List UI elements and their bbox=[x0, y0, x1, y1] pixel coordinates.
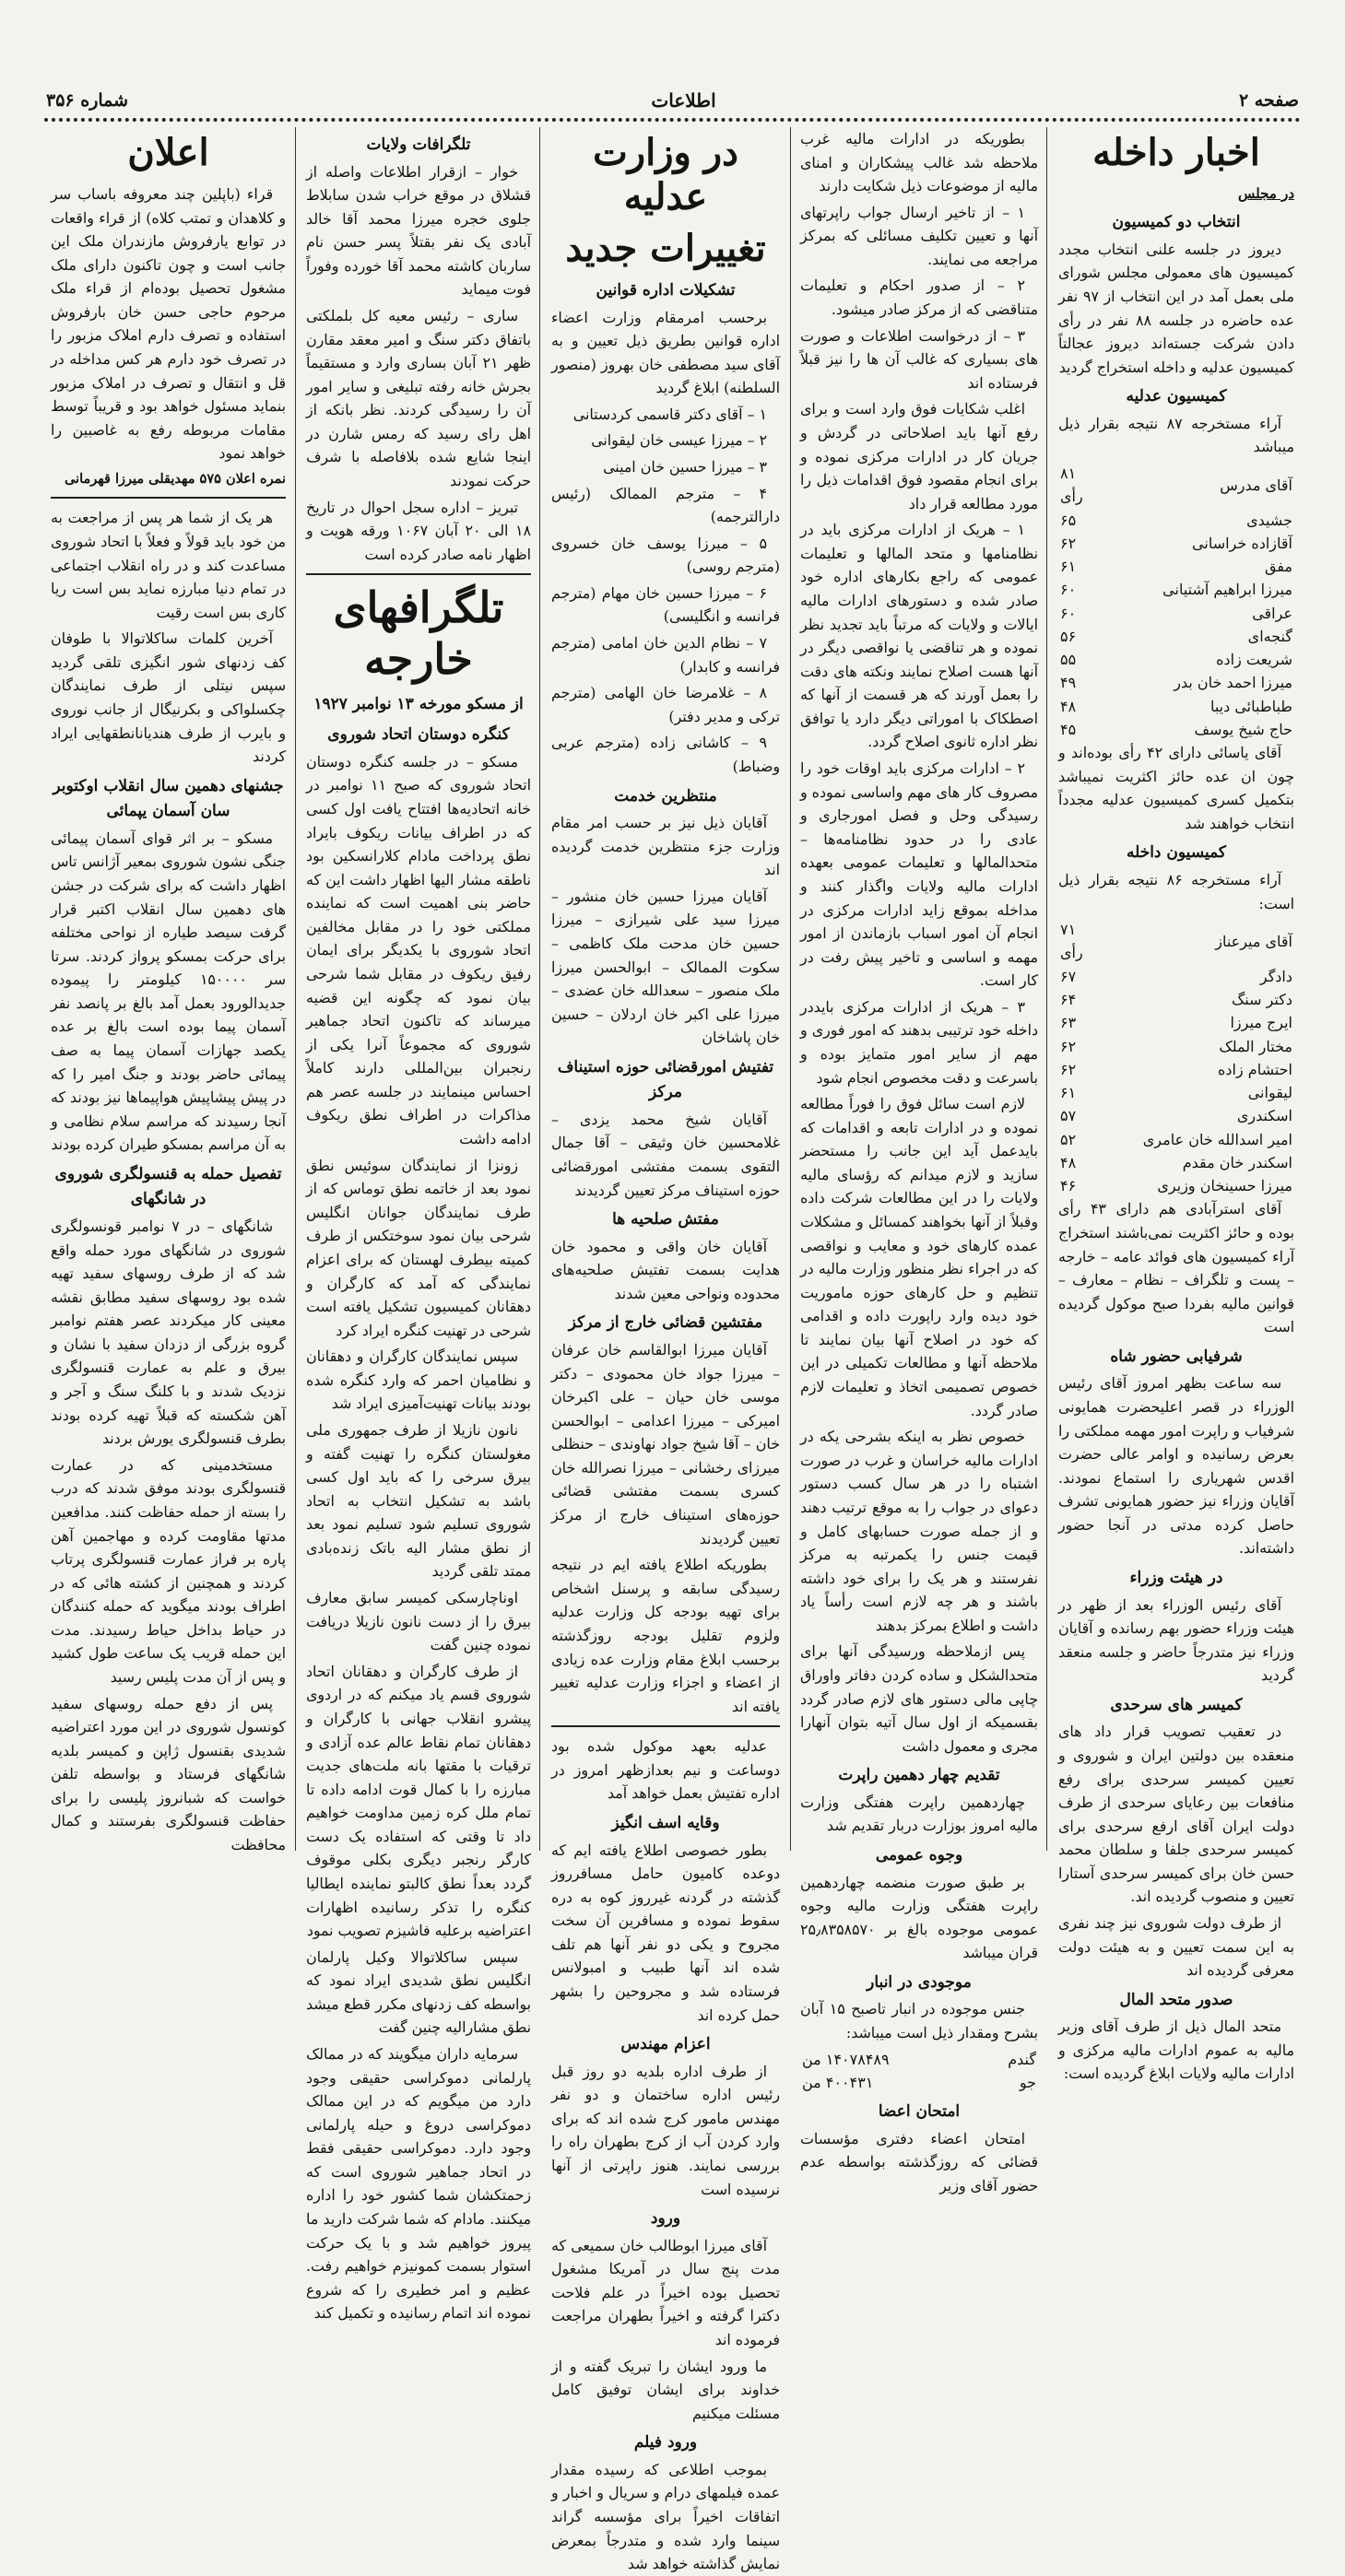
table-row bbox=[1058, 695, 1294, 718]
table-row bbox=[800, 2048, 1038, 2071]
subheading: اعزام مهندس bbox=[620, 2035, 711, 2054]
vote-count: ۴۶ bbox=[1060, 1177, 1077, 1195]
subheading: ورود bbox=[650, 2209, 681, 2229]
vote-name: شریعت زاده bbox=[1216, 651, 1292, 669]
paragraph: آقایان خان واقی و محمود خان هدایت بسمت تفتیش صلحیه‌های محدوده ونواحی معین شدند bbox=[551, 1237, 780, 1302]
paragraph: آراء مستخرجه ۸۶ نتیجه بقرار ذیل است: bbox=[1058, 871, 1294, 912]
paragraph: آقای رئیس الوزراء بعد از ظهر در هیئت وزراء حضور بهم رسانده و آقایان وزراء نیز متدرجاً حاضر و جلسه منعقد گردید bbox=[1058, 1595, 1294, 1685]
table-row bbox=[1058, 532, 1294, 555]
newspaper-name: اطلاعات bbox=[651, 89, 716, 112]
paragraph: آراء مستخرجه ۸۷ نتیجه بقرار ذیل میباشد bbox=[1058, 414, 1294, 456]
paragraph: چهاردهمین راپرت هفتگی وزارت مالیه امروز بوزارت دربار تقدیم شد bbox=[800, 1793, 1038, 1835]
section-rule bbox=[51, 497, 286, 499]
paragraph: آقای میرزا ابوطالب خان سمیعی که مدت پنج سال در آمریکا مشغول تحصیل بوده اخیراً در علم فلاحت دکترا گرفته و اخیراً بطهران مراجعت فرموده اند bbox=[551, 2236, 780, 2348]
subheading: مفتش صلحیه ها bbox=[612, 1210, 719, 1229]
list-item: ۳ – از درخواست اطلاعات و صورت های بسیاری که غالب آن ها را نیز قبلاً فرستاده اند bbox=[800, 326, 1038, 392]
list-item: ۱ – از تاخیر ارسال جواب راپرتهای آنها و تعیین تکلیف مسائلی که بمرکز مراجعه می نمایند. bbox=[800, 203, 1038, 268]
subheading: از مسکو مورخه ۱۳ نوامبر ۱۹۲۷ bbox=[313, 694, 524, 713]
stock-item: گندم bbox=[1008, 2050, 1036, 2068]
paragraph: عدلیه بعهد موکول شده بود دوساعت و نیم بعدازظهر امروز در اداره تفتیش بعمل خواهد آمد bbox=[551, 1737, 780, 1803]
vote-name: آقازاده خراسانی bbox=[1192, 534, 1292, 552]
paragraph: پس از دفع حمله روسهای سفید کونسول شوروی در این مورد اعتراضیه شدیدی بقنسول ژاپن و کمیسر بلدیه شانگهای فرستاد و بواسطه تلفن خواست که شبانروز پلیسی را برای حفاظت قنسولگری بفرستند و کمال محافظت bbox=[51, 1694, 286, 1854]
vote-count: ۶۴ bbox=[1060, 990, 1077, 1008]
subheading: تشکیلات اداره قوانین bbox=[596, 281, 736, 300]
paragraph: خصوص نظر به اینکه بشرحی یکه در ادارات مالیه خراسان و غرب در صورت اشتباه را در هر سال کسب دستور دعوای در جواب را به موقع ترتیب دهند و از جمله صورت حسابهای کامل و قیمت جنس را یکمرتبه به مرکز نفرستند و هر یک را برای خود داشته باشند و هر چه لازم است رأساً یاد داشت و اطلاع بمرکز بدهند bbox=[800, 1428, 1038, 1634]
page-number: صفحه ۲ bbox=[1238, 90, 1299, 111]
table-row bbox=[1058, 578, 1294, 601]
paragraph: برحسب امرمقام وزارت اعضاء اداره قوانین بطریق ذیل تعیین و به آقای سید مصطفی خان بهروز (منصور السلطنه) ابلاغ گردید bbox=[551, 308, 780, 397]
vote-name: آقای میرعناز bbox=[1215, 932, 1292, 950]
table-row bbox=[1058, 648, 1294, 671]
paragraph: از طرف اداره بلدیه دو روز قبل رئیس اداره ساختمان و دو نفر مهندس مامور کرج شده اند که برای وارد کردن آب از کرج بطهران راه را بررسی نمایند. هنوز راپرتی از آنها نرسیده است bbox=[551, 2062, 780, 2198]
vote-count: ۴۸ bbox=[1060, 1153, 1077, 1171]
masthead bbox=[46, 85, 1299, 116]
table-row bbox=[1058, 602, 1294, 625]
paragraph: جنس موجوده در انبار تاصبح ۱۵ آبان بشرح ومقدار ذیل است میباشد: bbox=[800, 2000, 1038, 2041]
subheading: صدور متحد المال bbox=[1119, 1990, 1233, 2009]
vote-count: ۶۳ bbox=[1060, 1014, 1077, 1032]
interior-votes-table bbox=[1058, 918, 1294, 1197]
ad-signature: نمره اعلان ۵۷۵ مهدیقلی میرزا قهرمانی bbox=[64, 470, 286, 487]
table-row bbox=[1058, 509, 1294, 532]
table-row bbox=[1058, 718, 1294, 741]
column-divider bbox=[295, 127, 296, 1851]
column-finance-circular bbox=[800, 127, 1038, 2194]
subheading: در هیئت وزراء bbox=[1129, 1568, 1223, 1587]
vote-count: ۵۲ bbox=[1060, 1130, 1077, 1148]
paragraph: بطوریکه در ادارات مالیه غرب ملاحظه شد غالب پیشکاران و امنای مالیه از موضوعات ذیل شکایت دارند bbox=[800, 130, 1038, 195]
masthead-dotted-rule bbox=[44, 118, 1301, 122]
subheading: وقایه اسف انگیز bbox=[611, 1813, 720, 1832]
vote-name: مختار الملک bbox=[1219, 1037, 1292, 1055]
paragraph: از طرف دولت شوروی نیز چند نفری به این سمت تعیین و به هیئت دولت معرفی گردیده اند bbox=[1058, 1913, 1294, 1980]
vote-name: جشیدی bbox=[1246, 511, 1292, 529]
section-rule bbox=[306, 573, 531, 575]
table-row bbox=[1058, 625, 1294, 648]
paragraph: مسکو – در جلسه کنگره دوستان اتحاد شوروی که صبح ۱۱ نوامبر در خانه اتحادیه‌ها افتتاح یافت اول کسی که در اطراف بیانات ریکوف بایراد نطق پرداخت مادام کلارانسکین بود ناطقه مشار الیها اظهار داشت این که حاضر بنی اهمیت است که نماینده مملکتی خود را در مقابل مخالفین اتحاد شوروی با یکدیگر برای ایمان رفیق ریکوف در مقابل شما شرحی بیان نمود که چگونه این قضیه میرساند که تاکنون اتحاد جماهیر شوروی که مجموعاً آنرا یکی از رنجبران بین‌المللی دارند کاملاً احساس مینمایند در جلسه عصر هم مذاکرات در اطراف نطق ریکوف ادامه داشت bbox=[306, 752, 531, 1148]
vote-name: عراقی bbox=[1252, 604, 1292, 622]
paragraph: ۳ – هریک از ادارات مرکزی بایددر داخله خود ترتیبی بدهند که امور فوری و مهم از سایر امور متمایز بوده و باسرعت و دقت مخصوص انجام شود bbox=[800, 997, 1038, 1087]
vote-count: ۶۲ bbox=[1060, 1060, 1077, 1078]
list-item: ۳ – میرزا حسین خان امینی bbox=[603, 458, 767, 476]
justice-votes-table bbox=[1058, 462, 1294, 741]
paragraph: آقایان میرزا ابوالقاسم خان عرفان – میرزا جواد خان محمودی – دکتر موسی خان حیان – علی اکبرخان امیرکی – میرزا اعدامی – ابوالحسن خان – آقا شیخ جواد نهاوندی – حنظلی میرزای رخشانی – میرزا نصرالله خان کسری بسمت مفتشی قضائی حوزه‌های استیناف خارج از مرکز تعیین گردیدند bbox=[551, 1341, 780, 1547]
column-divider bbox=[1046, 127, 1047, 1851]
vote-count: ۶۱ bbox=[1060, 1084, 1077, 1102]
headline-domestic-news: اخبار داخله bbox=[1092, 131, 1260, 174]
paragraph: سرمایه داران میگویند که در ممالک پارلمانی دموکراسی حقیقی وجود دارد من میگویم که در این ممالک دموکراسی دروغ و حیله پارلمانی وجود دارد. دموکراسی حقیقی فقط در اتحاد جماهیر شوروی است که زحمتکشان شما کشور خود را اداره میکنند. مادام که شما شرکت دارید ما پیروز خواهیم شد و با یک حرکت استوار بسمت کمونیزم خواهیم رفت. عظیم و امر خطیری را که شروع نموده اند اتمام رسانیده و تکمیل کند bbox=[306, 2045, 531, 2323]
paragraph: آخرین کلمات ساکلاتوالا با طوفان کف زدنهای شور انگیزی تلقی گردید سپس نیتلی از طرف نمایندگان چکسلواکی و بکرنیگال از جانب نوروی و بایرب از طرف هندیانانطقهایی ایراد کردند bbox=[51, 629, 286, 766]
section-tag: در مجلس bbox=[1238, 185, 1294, 202]
column-justice-ministry bbox=[551, 127, 780, 2573]
column-divider bbox=[790, 127, 791, 1851]
paragraph: بطوریکه اطلاع یافته ایم در نتیجه رسیدگی سابقه و پرسنل اشخاص برای تهیه بودجه کل وزارت عدلیه ولزوم تقلیل بودجه روزگذشته برحسب ابلاغ مقام وزارت عده زیادی از اعضاء و اجزاء وزارت عدلیه تغییر یافته اند bbox=[551, 1556, 780, 1715]
table-row bbox=[1058, 671, 1294, 694]
vote-count: ۷۱ رأی bbox=[1060, 921, 1083, 962]
paragraph: اغلب شکایات فوق وارد است و برای رفع آنها باید اصلاحاتی در گردش و جریان کار در ادارات مرکزی نموده و برای انجام مقصود فوق اقدامات ذیل را مورد مطالعه قرار داد bbox=[800, 400, 1038, 512]
vote-count: ۶۰ bbox=[1060, 604, 1077, 622]
vote-count: ۸۱ رأی bbox=[1060, 464, 1083, 506]
table-row bbox=[800, 2071, 1038, 2094]
paragraph: زونزا از نمایندگان سوئیس نطق نمود بعد از خاتمه نطق توماس که از طرف نمایندگان جوانان انگلیس شرحی بیان نمود سوختکس از طرف کمیته بیطرف لهستان که برای اعزام نمایندگی که آمد که کارگران و دهقانان کمیسیون تشکیل یافته است شرحی در تهنیت کنگره ایراد کرد bbox=[306, 1156, 531, 1339]
vote-name: اسکندری bbox=[1236, 1107, 1292, 1125]
list-item: ۸ – غلامرضا خان الهامی (مترجم ترکی و مدیر دفتر) bbox=[551, 684, 780, 725]
column-announcement bbox=[51, 127, 286, 1854]
paragraph: متحد المال ذیل از طرف آقای وزیر مالیه به عموم ادارات مالیه مرکزی و ادارات مالیه ولایات ابلاغ گردیده است: bbox=[1058, 2017, 1294, 2083]
vote-count: ۶۲ bbox=[1060, 534, 1077, 552]
paragraph: آقای استرآبادی هم دارای ۴۳ رأی بوده و حائز اکثریت نمی‌باشند استخراج آراء کمیسیون های فوائد عامه – خارجه – پست و تلگراف – نظام – معارف – قوانین مالیه بفردا صبح موکول گردیده است bbox=[1058, 1200, 1294, 1336]
headline-foreign-telegrams: تلگرافهای خارجه bbox=[333, 582, 504, 684]
paragraph: بر طبق صورت منضمه چهاردهمین راپرت هفتگی وزارت مالیه وجوه عمومی موجوده بالغ بر ۲۵٫۸۳۵۸۵۷۰ قران میباشد bbox=[800, 1873, 1038, 1962]
stock-amount: ۴۰۰۴۳۱ من bbox=[802, 2073, 874, 2091]
vote-name: احتشام زاده bbox=[1218, 1060, 1292, 1078]
table-row bbox=[1058, 462, 1294, 509]
paragraph: تبریز – اداره سجل احوال در تاریخ ۱۸ الی ۲۰ آبان ۱۰۶۷ ورقه هویت و اظهار نامه صادر کرده است bbox=[306, 498, 532, 563]
table-row bbox=[1058, 965, 1294, 988]
subheading: تلگرافات ولایات bbox=[366, 135, 471, 154]
vote-count: ۵۷ bbox=[1060, 1107, 1077, 1125]
vote-name: میرزا احمد خان بدر bbox=[1174, 674, 1292, 692]
vote-name: گنجه‌ای bbox=[1247, 627, 1292, 645]
subheading: جشنهای دهمین سال انقلاب اوکتوبر سان آسمان یپمائی bbox=[53, 776, 284, 821]
table-row bbox=[1058, 988, 1294, 1011]
vote-name: دادگر bbox=[1259, 967, 1292, 985]
subheading: ورود فیلم bbox=[633, 2433, 698, 2452]
vote-count: ۴۹ bbox=[1060, 674, 1077, 692]
table-row bbox=[1058, 1174, 1294, 1197]
table-row bbox=[1058, 1081, 1294, 1104]
vote-count: ۶۰ bbox=[1060, 581, 1077, 599]
paragraph: لازم است سائل فوق را فوراً مطالعه نموده و در ادارات تابعه و اقدامات که بایدعمل آید این جانب را مستحضر سازید و لازم میدانم که رؤسای مالیه ولایات را در این مطالعات شرکت داده وقبلاً از آنها بخواهند کمسائل و مشکلات عمده کارهای خود و معایب و نواقصی که در اجراء نظر منظور وزارت مالیه در تنظیم و حل کارهای حوزه ماموریت خود دیده وارد راپورت داده و اقدامی که خود در اصلاح آنها بیان نمایند تا ملاحظه آنها و مطالعات تکمیلی در این خصوص تصمیمی اتخاذ و تعلیمات لازم صادر گردد. bbox=[800, 1095, 1038, 1419]
vote-name: دکتر سنگ bbox=[1231, 990, 1292, 1008]
paragraph: آقایان میرزا حسین خان منشور – میرزا سید علی شیرازی – میرزا حسین خان مدحت ملک کاظمی – سکوت الممالک – ابوالحسن میرزا ملک منصور – سعدالله خان عضدی – میرزا علی اکبر خان اردلان – حسین خان پاشاخان bbox=[551, 887, 780, 1047]
paragraph: ۲ – ادارات مرکزی باید اوقات خود را مصروف کار های مهم واساسی نموده و رسیدگی وحل و فصل امورجاری و عادی را در حدود نظامنامه‌ها – متحدالمالها و تعلیمات عمومی بعهده ادارات مالیه ولایات واگذار کنند و مداخله بموقع زاید ادارات مرکزی در انجام آن امور اسباب بازماندن از امور مهمه و اساسی و تاخیر پیش رفت در کار است. bbox=[800, 759, 1038, 990]
headline-announcement: اعلان bbox=[127, 131, 209, 174]
subheading: امتحان اعضا bbox=[878, 2102, 961, 2122]
list-item: ۵ – میرزا یوسف خان خسروی (مترجم روسی) bbox=[551, 534, 780, 576]
paragraph: سه ساعت بظهر امروز آقای رئیس الوزراء در قصر اعلیحضرت همایونی شرفیاب و راپرت امور مهمه مملکتی را بعرض رسانیده و اوامر عالی حضرت اقدس شهریاری را استماع نمودند. آقایان وزراء نیز حضور همایونی تشرف حاصل کرده مدتی در آنجا حضور داشته‌اند. bbox=[1058, 1374, 1294, 1558]
subheading: کمیسیون عدلیه bbox=[1126, 387, 1227, 406]
paragraph: سپس نمایندگان کارگران و دهقانان و نظامیان احمر که وارد کنگره شده بودند بیانات تهنیت‌آمیزی ایراد شد bbox=[306, 1347, 531, 1413]
table-row bbox=[1058, 1128, 1294, 1151]
paragraph: ما ورود ایشان را تبریک گفته و از خداوند برای ایشان توفیق کامل مسئلت میکنیم bbox=[551, 2357, 780, 2422]
subheading: انتخاب دو کمیسیون bbox=[1112, 213, 1241, 232]
vote-count: ۶۵ bbox=[1060, 511, 1077, 529]
vote-count: ۶۷ bbox=[1060, 967, 1077, 985]
list-item: ۲ – از صدور احکام و تعلیمات متناقضی که از مرکز صادر میشود. bbox=[800, 276, 1038, 319]
paragraph: خوار – ازقرار اطلاعات واصله از قشلاق در موقع خراب شدن سابلاط جلوی خجره میرزا محمد آقا خالد آبادی یک نفر بقتلاً پسر حسن نام ساربان کاشته محمد آقا خورده وفوراً فوت میماید bbox=[306, 162, 531, 299]
paragraph: مسکو – بر اثر قوای آسمان پیمائی جنگی نشون شوروی بمعیر آژانس تاس اظهار داشت که برای شرکت در جشن های دهمین سال انقلاب اکتبر قرار گرفت سیصد طیاره از نواحی مختلفه برای حرکت بمسکو پرواز کردند. سرتا سر ۱۵۰۰۰۰ کیلومتر را پیموده جدیدالورود بعمل آمد بالغ بر پانصد نفر آسمان پیما بوده است بالغ بر عده یکصد جهازات آسمان پیما به صف پیمائی حاضر بودند و جنگ امیر را که در پیش پیشاپیش هواپیماها نیز بودند که آنجا رسیدند که مراسم سلام نظامی و به آن مراسم بمسکو طیران کرده بودند bbox=[51, 829, 286, 1154]
section-rule bbox=[551, 1725, 780, 1727]
paragraph: بطور خصوصی اطلاع یافته ایم که دوعده کامیون حامل مسافرروز گذشته در گردنه غیرروز کوه به دره سقوط نموده و مسافرین آن سخت مجروح و یکی دو نفر آنها هم تلف شده اند آنها طبیب و امبولانس فرستاده شد و مجروحین را بشهر حمل کرده اند bbox=[551, 1841, 780, 2024]
table-row bbox=[1058, 1035, 1294, 1058]
table-row bbox=[1058, 1151, 1294, 1174]
list-item: ۹ – کاشانی زاده (مترجم عربی وضباط) bbox=[551, 734, 780, 775]
vote-count: ۴۵ bbox=[1060, 720, 1077, 738]
vote-count: ۴۸ bbox=[1060, 697, 1077, 715]
subheading: تفتیش امورقضائی حوزه استیناف مرکز bbox=[557, 1057, 774, 1102]
vote-name: میرزا حسینخان وزیری bbox=[1157, 1177, 1292, 1195]
vote-count: ۵۵ bbox=[1060, 651, 1077, 669]
headline-new-changes: تغییرات جدید bbox=[565, 227, 766, 270]
paragraph: ساری – رئیس معیه کل بلملکتی باتفاق دکتر سنگ و امیر معقد مقارن ظهر ۲۱ آبان بساری وارد و مستقیماً بجرش خانه رفته‌ تبلیغی و سایر امور آن را رسیدگی کردند. نظر بانکه از اهل رای رسید که رمس شارن در اینجا شایع شده بلافاصله با شرف حرکت نمودند bbox=[306, 307, 532, 490]
paragraph: سپس ساکلاتوالا وکیل پارلمان انگلیس نطق شدیدی ایراد نمود که بواسطه کف زدنهای مکرر قطع میشد نطق مشارالیه چنین گفت bbox=[306, 1947, 531, 2037]
subheading: وجوه عمومی bbox=[875, 1846, 963, 1864]
subheading: موجودی در انبار bbox=[867, 1972, 972, 1992]
table-row bbox=[1058, 1058, 1294, 1081]
table-row bbox=[1058, 555, 1294, 578]
paragraph: ۱ – هریک از ادارات مرکزی باید در نظامنامها و متحد المالها و تعلیمات عمومی که راجع بکارهای اداره خود صادر شده و دستورهای ادارات مالیه ایالات و ولایات که مرتباً باید تجدید نظر نموده و هر تناقضی یا نواقصی دیگر در آنها هست اصلاح نمایند ونکته های دقت را بعمل آورند که هر قسمت از آنها که اصطکاک با اموراتی دیگر دارد یا توافق نظر اداره ثانوی اصلاح گردد. bbox=[800, 521, 1038, 751]
subheading: کمیسیون داخله bbox=[1126, 843, 1227, 863]
paragraph: از طرف کارگران و دهقانان اتحاد شوروی قسم یاد میکنم که در اردوی پیشرو انقلاب جهانی با کارگران و دهقانان تمام نقاط عالم عده آزادی و ترقیات با مقتها بانه ملت‌های جدیت مبارزه را با کمال قوت ادامه داده تا تمام ملل کره زمین مداومت خواهیم داد تا وقتی که استفاده یک دست کارگر رنجبر دیگری بکلی موقوف گردد بعداً نطق کالبتو نماینده ایطالیا کنگره را تذکر رسانیده اظهارات اعتراضیه برعلیه فاشیزم تصویب نمود bbox=[306, 1662, 531, 1940]
vote-name: اسکندر خان مقدم bbox=[1182, 1153, 1292, 1171]
issue-number: شماره ۳۵۶ bbox=[46, 90, 129, 111]
paragraph: بموجب اطلاعی که رسیده مقدار عمده فیلمهای درام و سریال و اخبار و اتفاقات اخیراً برای مؤسسه گراند سینما وارد شده و متدرجاً بمعرض نمایش گذاشته خواهد شد bbox=[551, 2460, 780, 2573]
vote-name: مفق bbox=[1264, 558, 1292, 576]
subheading: کمیسر های سرحدی bbox=[1110, 1695, 1243, 1714]
subheading: مفتشین قضائی خارج از مرکز bbox=[568, 1313, 763, 1333]
list-item: ۷ – نظام الدین خان امامی (مترجم فرانسه و کابدار) bbox=[551, 634, 780, 676]
newspaper-columns bbox=[51, 127, 1294, 2573]
vote-count: ۶۱ bbox=[1060, 558, 1077, 576]
vote-count: ۵۶ bbox=[1060, 627, 1077, 645]
column-divider bbox=[539, 127, 540, 1851]
subheading: کنگره دوستان اتحاد شوروی bbox=[327, 725, 510, 745]
paragraph: آقایان ذیل نیز بر حسب امر مقام وزارت جزء منتظرین خدمت گردیده اند bbox=[551, 814, 780, 879]
headline-justice-ministry: در وزارت عدلیه bbox=[593, 131, 738, 218]
vote-name: لیقوانی bbox=[1247, 1084, 1292, 1102]
subheading: تفصیل حمله به قنسولگری شوروی در شانگهای bbox=[54, 1164, 282, 1209]
table-row bbox=[1058, 918, 1294, 965]
stock-item: جو bbox=[1019, 2073, 1036, 2091]
paragraph: امتحان اعضاء دفتری مؤسسات قضائی که روزگذشته بواسطه عدم حضور آقای وزیر bbox=[800, 2129, 1038, 2194]
vote-name: میرزا ابراهیم آشتیانی bbox=[1162, 581, 1292, 599]
paragraph: هر یک از شما هر پس از مراجعت به من خود باید قولاً و فعلاً با اتحاد شوروی مساعدت کند و در راه انقلاب اجتماعی در تمام دنیا مبارزه نماید بس است ریا کاری بس است رقیت bbox=[51, 509, 286, 621]
paragraph: دیروز در جلسه علنی انتخاب مجدد کمیسیون های معمولی مجلس شورای ملی بعمل آمد در این انتخاب از ۹۷ نفر عده حاضره در جلسه ۸۸ نفر در رأی دادن شرکت جسته‌اند دیروز عجالتاً کمیسیون عدلیه و داخله استخراج گردید bbox=[1058, 240, 1294, 376]
column-domestic-news bbox=[1058, 127, 1294, 2083]
vote-count: ۶۲ bbox=[1060, 1037, 1077, 1055]
vote-name: طباطبائی دیبا bbox=[1209, 697, 1292, 715]
paragraph: در تعقیب تصویب قرار داد های منعقده بین دولتین ایران و شوروی و تعیین کمیسر سرحدی برای رفع منافعات بین رعایای سرحدی از طرف دولت ایران آقای ارفع سرحدی برای کمیسر سرحدی جلفا و سلطان محمد حسن خان برای کمیسر سرحدی آستارا تعیین و منصوب گردیده اند. bbox=[1058, 1723, 1294, 1906]
list-item: ۱ – آقای دکتر قاسمی کردستانی bbox=[572, 405, 767, 423]
subheading: منتظرین خدمت bbox=[614, 786, 717, 806]
paragraph: پس ازملاحظه ورسیدگی آنها برای متحدالشکل و ساده کردن دفاتر واوراق چاپی مالی دستور های لازم صادر گردد بقسمیکه از اول سال آتیه بتوان آنهارا مجری و معمول داشت bbox=[800, 1642, 1038, 1755]
stock-table bbox=[800, 2048, 1038, 2095]
vote-name: آقای مدرس bbox=[1220, 476, 1292, 494]
paragraph: اوناچارسکی کمیسر سابق معارف بیرق را از دست نانون نازیلا دریافت نموده چنین گفت bbox=[306, 1589, 531, 1654]
vote-name: ایرج میرزا bbox=[1230, 1014, 1292, 1032]
paragraph: شانگهای – در ۷ نوامبر قونسولگری شوروی در شانگهای مورد حمله واقع شد که از طرف روسهای سفید تهیه شده بود روسهای سفید مطابق نقشه معینی کار میکردند عصر هفتم نوامبر گروه بزرگی از دزدان سفید با نشان و بیرق و علم به عمارت قنسولگری نزدیک شدند و با کلنگ سنگ و آجر و آهن شکسته که قبلاً تهیه کرده بودند بطرف قنسولگری یورش بردند bbox=[51, 1217, 286, 1448]
paragraph: نانون نازیلا از طرف جمهوری ملی مغولستان کنگره را تهنیت گفته و بیرق سرخی را که باید اول کسی باشد به تشکیل انتخاب به اتحاد شوروی تسلیم شود تسلیم نمود بعد از نطق مشار الیه باتک زنده‌بادی ممتد تلقی گردید bbox=[306, 1420, 531, 1581]
list-item: ۶ – میرزا حسین خان مهام (مترجم فرانسه و انگلیسی) bbox=[551, 583, 780, 626]
table-row bbox=[1058, 1011, 1294, 1034]
subheading: تقدیم چهار دهمین راپرت bbox=[838, 1766, 1000, 1785]
list-item: ۲ – میرزا عیسی خان لیقوانی bbox=[591, 431, 767, 450]
vote-name: حاج شیخ یوسف bbox=[1194, 720, 1292, 738]
paragraph: آقایان شیخ محمد یزدی – غلامحسین خان وثیقی – آقا جمال التقوی بسمت مفتشی امورقضائی حوزه استیناف مرکز تعیین گردیدند bbox=[551, 1110, 780, 1199]
table-row bbox=[1058, 1104, 1294, 1127]
stock-amount: ۱۴۰۷۸۴۸۹ من bbox=[802, 2050, 890, 2068]
paragraph: آقای یاسائی دارای ۴۲ رأی بوده‌اند و چون ان عده حائز اکثریت نمیباشد بتکمیل کسری کمیسیون عدلیه مجدداً انتخاب خواهند شد bbox=[1058, 744, 1294, 832]
vote-name: امیر اسدالله خان عامری bbox=[1142, 1130, 1292, 1148]
subheading: شرفیابی حضور شاه bbox=[1110, 1347, 1243, 1366]
column-telegrams bbox=[306, 127, 532, 2323]
paragraph: مستخدمینی که در عمارت قنسولگری بودند موفق شدند که درب را بسته از حمله حفاظت کنند. مدافعین مدتها مقاومت کرده و مهاجمین آهن پاره بر فراز عمارت قنسولگری پرتاب کردند و همچنین از کشته هائی که در اطراف بودند میگوید که حمله کنندگان در حیاط بداخل حیاط رسیدند. مدت این حمله قریب یک ساعت طول کشید و پس از آن مدت پلیس رسید bbox=[51, 1455, 286, 1686]
paragraph: قراء (باپلین چند معروفه باساب سر و کلاهدان و تمتب کلاه) از قراء واقعات در توابع یارفروش مازندران ملک این جانب است و چون تاکنون دارای ملک مشغول تحصیل بوده‌ام از قراء ملک مرحوم حاجی حسن خان بارفروش استفاده و تصرف دارم املاک مزبور را در تصرف خود دارم هر کس مداخله در قل و انتقال و تصرف در املاک مزبور بنماید مسئول خواهد بود و قریباً توسط مقامات مربوطه رفع به غاصبین را خواهد نمود bbox=[51, 185, 286, 463]
list-item: ۴ – مترجم الممالک (رئیس دارالترجمه) bbox=[551, 484, 780, 526]
